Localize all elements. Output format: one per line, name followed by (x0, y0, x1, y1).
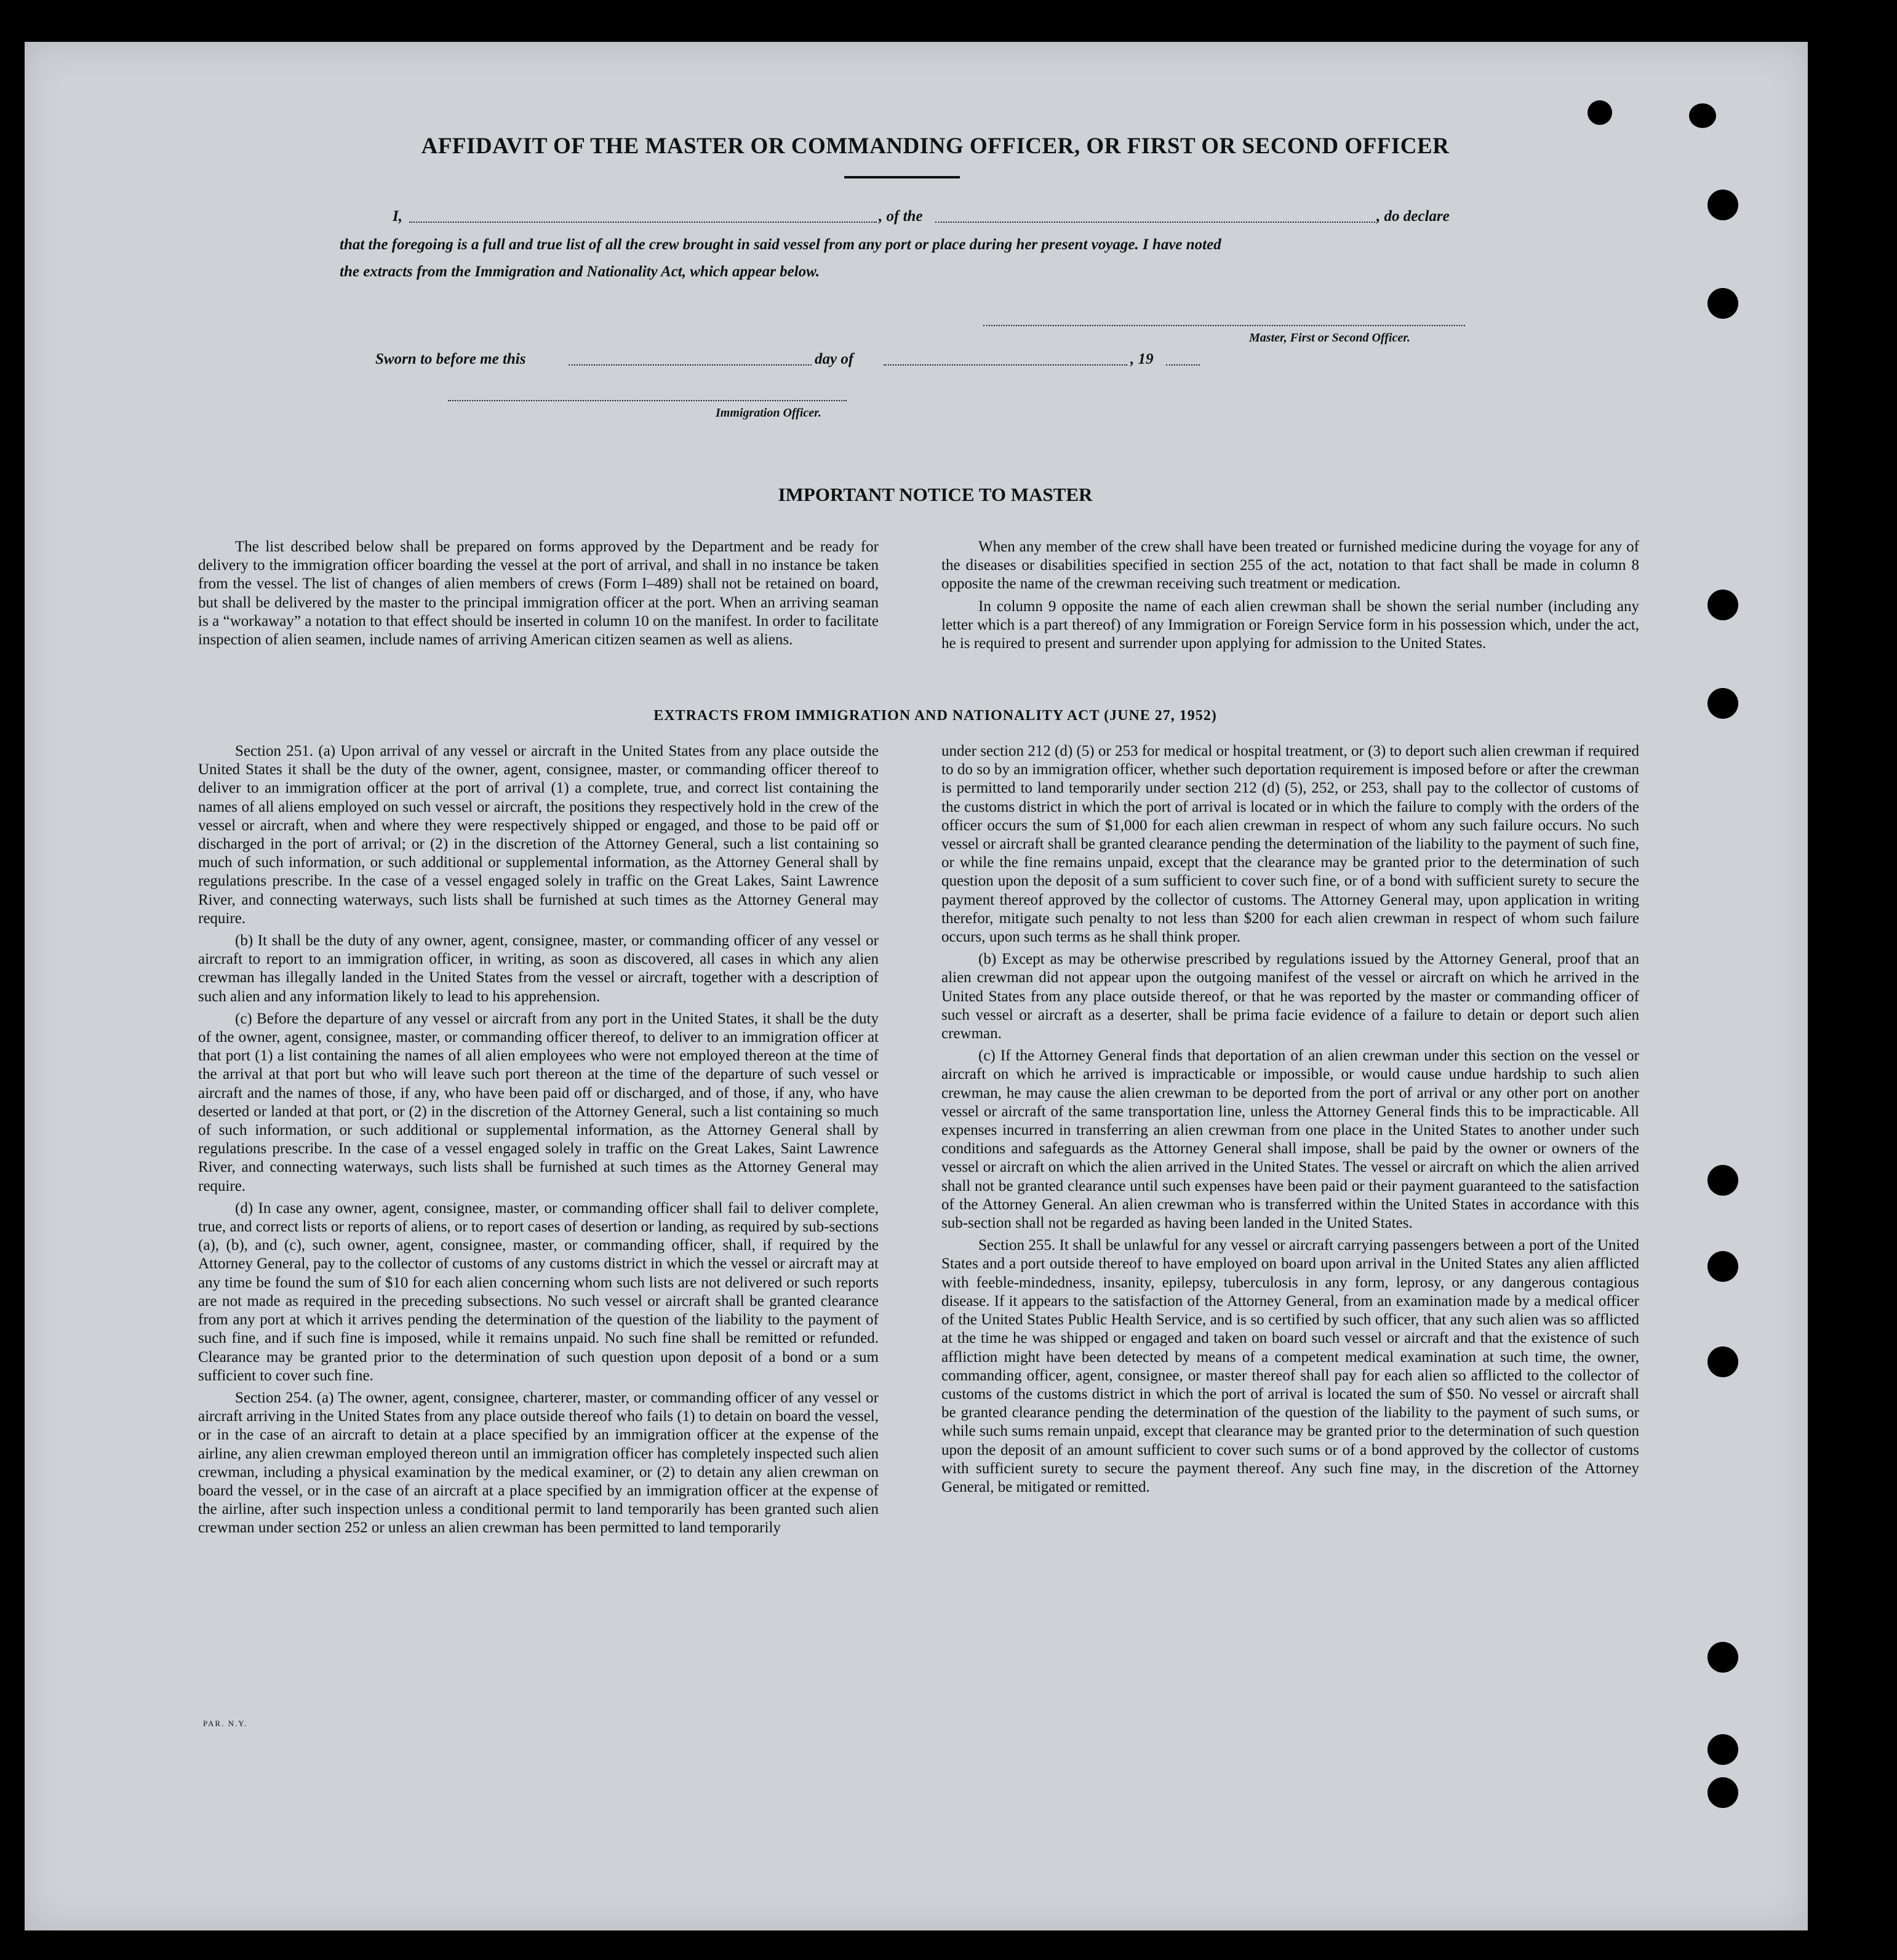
section-251-a: Section 251. (a) Upon arrival of any vessel or aircraft in the United States from any place outside the United States it shall be the duty of the owner, agent, consignee, master, or commanding officer thereof to deliver to an immigration officer at the port of arrival (1) a complete, true, and correct list containing the names of all aliens employed on such vessel or aircraft, the positions they respectively hold in the crew of the vessel or aircraft, when and where they were respectively shipped or engaged, and those to be paid off or discharged in the port of arrival; or (2) in the discretion of the Attorney General, such a list containing so much of such information, or such additional or supplemental information, as the Attorney General shall by regulations prescribe. In the case of a vessel engaged solely in traffic on the Great Lakes, Saint Lawrence River, and connecting waterways, such lists shall be furnished at such times as the Attorney General may require. (198, 743, 879, 927)
notice-left-paragraph: The list described below shall be prepared on forms approved by the Department and be ready for delivery to the immigration officer boarding the vessel at the port of arrival, and shall in no instance be taken from the vessel. The list of changes of alien members of crews (Form I–489) shall not be retained on board, but shall be delivered by the master to the principal immigration officer at the port. When an arriving seaman is a “workaway” a notation to that effect should be inserted in column 10 on the manifest. In order to facilitate inspection of alien seamen, include names of arriving American citizen seamen as well as aliens. (198, 538, 879, 649)
section-255: Section 255. It shall be unlawful for any vessel or aircraft carrying passengers between a port of the United States and a port outside thereof to have employed on board upon arrival in the United States any alien afflicted with feeble-mindedness, insanity, epilepsy, tuberculosis in any form, leprosy, or any dangerous contagious disease. If it appears to the satisfaction of the Attorney General, from an examination made by a medical officer of the United States Public Health Service, and is so certified by such officer, that any such alien was so afflicted at the time he was shipped or engaged and taken on board such vessel or aircraft and that the existence of such affliction might have been detected by means of a competent medical examination at such time, the owner, commanding officer, agent, consignee, or master thereof shall pay for each alien so afflicted to the collector of customs of the customs district in which the port of arrival is located the sum of $50. No vessel or aircraft shall be granted clearance pending the determination of the question of the liability to the payment of such sums, or while such sums remain unpaid, except that clearance may be granted prior to the determination of such question upon the deposit of an amount sufficient to cover such sums or of a bond approved by the collector of customs with sufficient surety to secure the payment thereof. Any such fine may, in the discretion of the Attorney General, be mitigated or remitted. (941, 1237, 1639, 1495)
section-251-d: (d) In case any owner, agent, consignee, master, or commanding officer shall fail to deliver complete, true, and correct lists or reports of aliens, or to report cases of desertion or landing, as required by sub-sections (a), (b), and (c), such owner, agent, consignee, master, or commanding officer, shall, if required by the Attorney General, pay to the collector of customs of any customs district in which the vessel or aircraft may at any time be found the sum of $10 for each alien concerning whom such lists are not delivered or such reports are not made as required in the preceding subsections. No such vessel or aircraft shall be granted clearance from any port at which it arrives pending the determination of the question of the liability to the payment of such fine, and if such fine is imposed, while it remains unpaid. No such fine shall be remitted or refunded. Clearance may be granted prior to the determination of such question upon deposit of a bond or a sum sufficient to cover such fine. (198, 1199, 879, 1384)
statement-line-1: that the foregoing is a full and true list of all the crew brought in said vessel from any port or place during her present voyage. I have noted (340, 236, 1221, 253)
punch-hole (1707, 1642, 1738, 1673)
i-label: I, (393, 208, 402, 225)
form-page (25, 42, 1808, 1930)
notice-right-column (941, 538, 1639, 657)
day-of-label: day of (815, 351, 854, 367)
punch-hole (1707, 1251, 1738, 1282)
affidavit-title: AFFIDAVIT OF THE MASTER OR COMMANDING OFFICER, OR FIRST OR SECOND OFFICER (421, 134, 1450, 159)
punch-hole (1707, 1346, 1738, 1377)
section-254-c: (c) If the Attorney General finds that deportation of an alien crewman under this section on the vessel or aircraft on which he arrived is impracticable or impossible, or would cause undue hardship to such alien crewman, he may cause the alien crewman to be deported from the port of arrival or any other port on another vessel or aircraft of the same transportation line, unless the Attorney General finds this to be impracticable. All expenses incurred in transferring an alien crewman from one place in the United States to another under such conditions and safeguards as the Attorney General shall impose, shall be paid by the owner or owners of the vessel or aircraft on which the alien arrived in the United States. The vessel or aircraft on which the alien arrived shall not be granted clearance until such expenses have been paid or their payment guaranteed to the satisfaction of the Attorney General. An alien crewman who is transferred within the United States in accordance with this sub-section shall not be regarded as having been landed in the United States. (941, 1047, 1639, 1232)
sworn-label: Sworn to before me this (375, 351, 526, 367)
vessel-field[interactable] (935, 222, 1375, 223)
section-254-b: (b) Except as may be otherwise prescribed by regulations issued by the Attorney General, proof that an alien crewman did not appear upon the outgoing manifest of the vessel or aircraft on which he arrived in the United States from any place outside thereof, or that he was reported by the master or commanding officer of such vessel or aircraft as a deserter, shall be prima facie evidence of a failure to detain or deport such alien crewman. (941, 951, 1639, 1042)
section-254-a: Section 254. (a) The owner, agent, consignee, charterer, master, or commanding officer of any vessel or aircraft arriving in the United States from any place outside thereof who fails (1) to detain on board the vessel, or in the case of an aircraft to detain at a place specified by an immigration officer at the expense of the airline, any alien crewman employed thereon until an immigration officer has completely inspected such alien crewman, including a physical examination by the medical examiner, or (2) to detain any alien crewman on board the vessel, or in the case of an aircraft at a place specified by an immigration officer at the expense of the airline, after such inspection unless a conditional permit to land temporarily has been granted such alien crewman under section 252 or unless an alien crewman has been permitted to land temporarily (198, 1389, 879, 1537)
punch-hole (1707, 688, 1738, 719)
punch-hole (1707, 590, 1738, 620)
printer-mark: PAR. N.Y. (203, 1719, 248, 1728)
extracts-right-column (941, 742, 1639, 1500)
officer-signature-field[interactable] (448, 400, 847, 401)
punch-hole (1689, 103, 1716, 128)
of-the-label: , of the (879, 208, 923, 225)
notice-title: IMPORTANT NOTICE TO MASTER (778, 484, 1093, 505)
day-field[interactable] (569, 364, 812, 366)
punch-hole (1707, 190, 1738, 220)
name-field[interactable] (409, 222, 877, 223)
punch-hole (1587, 100, 1612, 125)
do-declare-label: , do declare (1376, 208, 1450, 225)
section-254-a-continued: under section 212 (d) (5) or 253 for medical or hospital treatment, or (3) to deport such alien crewman if required to do so by an immigration officer, whether such deportation requirement is imposed before or after the crewman is permitted to land temporarily under section 212 (d) (5), 252, or 253, shall pay to the collector of customs of the customs district in which the port of arrival is located or in which the failure to comply with the orders of the officer occurs the sum of $1,000 for each alien crewman in respect of whom any such failure occurs. No such vessel or aircraft shall be granted clearance pending the determination of the liability to the payment of such fine, or while the fine remains unpaid, except that the clearance may be granted prior to the determination of such question upon the deposit of a sum sufficient to cover such fine, or of a bond with sufficient surety to secure the payment thereof approved by the collector of customs. The Attorney General may, upon application in writing therefor, mitigate such penalty to not less than $200 for each alien crewman in respect of whom such failure occurs, upon such terms as he shall think proper. (941, 743, 1639, 946)
year-field[interactable] (1166, 364, 1200, 366)
master-signature-field[interactable] (983, 325, 1465, 326)
officer-signature-label: Immigration Officer. (716, 406, 821, 420)
notice-left-column (198, 538, 879, 653)
month-field[interactable] (884, 364, 1127, 366)
year-label: , 19 (1130, 351, 1154, 367)
statement-line-2: the extracts from the Immigration and Nationality Act, which appear below. (340, 263, 820, 280)
section-251-c: (c) Before the departure of any vessel or aircraft from any port in the United States, it shall be the duty of the owner, agent, consignee, master, or commanding officer thereof, to deliver to an immigration officer at that port (1) a list containing the names of all alien employees who were not employed thereon at the time of the arrival at that port but who will leave such port thereon at the time of the departure of such vessel or aircraft and the names of those, if any, who have been paid off or discharged, and of those, if any, who have deserted or landed at that port, or (2) in the discretion of the Attorney General, such a list containing so much of such information, or such additional or supplemental information, as the Attorney General shall by regulations prescribe. In the case of a vessel engaged solely in traffic on the Great Lakes, Saint Lawrence River, and connecting waterways, such lists shall be furnished at such times as the Attorney General may require. (198, 1010, 879, 1194)
punch-hole (1707, 1734, 1738, 1765)
punch-hole (1707, 1777, 1738, 1808)
extracts-left-column (198, 742, 879, 1542)
notice-right-paragraph-1: When any member of the crew shall have been treated or furnished medicine during the voyage for any of the diseases or disabilities specified in section 255 of the act, notation to that fact shall be made in column 8 opposite the name of the crewman receiving such treatment or medication. (941, 538, 1639, 593)
punch-hole (1707, 288, 1738, 319)
notice-right-paragraph-2: In column 9 opposite the name of each alien crewman shall be shown the serial number (including any letter which is a part thereof) of any Immigration or Foreign Service form in his possession which, under the act, he is required to present and surrender upon applying for admission to the United States. (941, 598, 1639, 652)
section-251-b: (b) It shall be the duty of any owner, agent, consignee, master, or commanding officer of any vessel or aircraft to report to an immigration officer, in writing, as soon as discovered, all cases in which any alien crewman has illegally landed in the United States from the vessel or aircraft, together with a description of such alien and any information likely to lead to his apprehension. (198, 932, 879, 1005)
title-underline (844, 176, 960, 178)
master-signature-label: Master, First or Second Officer. (1249, 331, 1410, 345)
punch-hole (1707, 1165, 1738, 1196)
extracts-title: EXTRACTS FROM IMMIGRATION AND NATIONALITY ACT (JUNE 27, 1952) (653, 708, 1217, 724)
